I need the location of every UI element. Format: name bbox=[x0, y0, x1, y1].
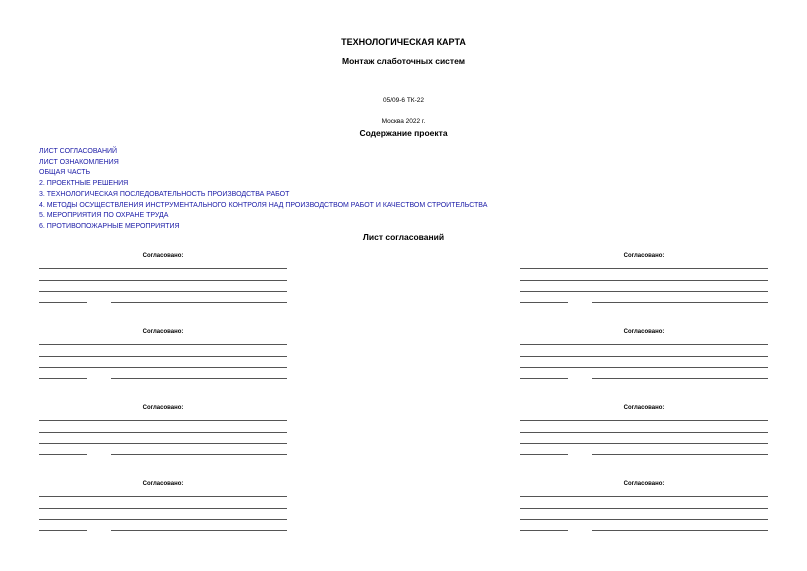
name-line bbox=[111, 302, 287, 303]
signature-line bbox=[520, 443, 768, 444]
toc-link-general-part[interactable]: ОБЩАЯ ЧАСТЬ bbox=[39, 169, 91, 177]
name-line bbox=[592, 302, 768, 303]
document-subtitle: Монтаж слаботочных систем bbox=[342, 56, 465, 66]
signature-line bbox=[39, 420, 287, 421]
date-line bbox=[520, 530, 568, 531]
approval-block bbox=[520, 253, 768, 313]
toc-link-familiarization-sheet[interactable]: ЛИСТ ОЗНАКОМЛЕНИЯ bbox=[39, 158, 119, 166]
approval-sheet-heading: Лист согласований bbox=[362, 232, 445, 242]
approval-label: Согласовано: bbox=[623, 405, 665, 411]
approval-label: Согласовано: bbox=[623, 329, 665, 335]
name-line bbox=[111, 378, 287, 379]
name-line bbox=[111, 454, 287, 455]
signature-line bbox=[39, 443, 287, 444]
signature-line bbox=[520, 432, 768, 433]
approval-label: Согласовано: bbox=[142, 253, 184, 259]
date-line bbox=[520, 378, 568, 379]
signature-line bbox=[520, 291, 768, 292]
date-line bbox=[39, 530, 87, 531]
date-line bbox=[520, 302, 568, 303]
date-line bbox=[39, 454, 87, 455]
signature-line bbox=[39, 344, 287, 345]
signature-line bbox=[39, 367, 287, 368]
signature-line bbox=[39, 268, 287, 269]
signature-line bbox=[39, 280, 287, 281]
approval-block bbox=[520, 405, 768, 465]
contents-heading: Содержание проекта bbox=[359, 128, 448, 138]
name-line bbox=[592, 530, 768, 531]
signature-line bbox=[520, 496, 768, 497]
document-city-year: Москва 2022 г. bbox=[381, 118, 426, 125]
signature-line bbox=[520, 356, 768, 357]
signature-line bbox=[39, 508, 287, 509]
signature-line bbox=[39, 432, 287, 433]
signature-line bbox=[39, 519, 287, 520]
name-line bbox=[111, 530, 287, 531]
table-of-contents bbox=[39, 147, 487, 233]
toc-link-approval-sheet[interactable]: ЛИСТ СОГЛАСОВАНИЙ bbox=[39, 148, 118, 155]
signature-line bbox=[520, 420, 768, 421]
document-title: ТЕХНОЛОГИЧЕСКАЯ КАРТА bbox=[341, 37, 466, 47]
approval-block bbox=[39, 253, 287, 313]
toc-link-design-solutions[interactable]: 2. ПРОЕКТНЫЕ РЕШЕНИЯ bbox=[39, 180, 129, 188]
signature-line bbox=[520, 367, 768, 368]
name-line bbox=[592, 378, 768, 379]
date-line bbox=[520, 454, 568, 455]
approval-label: Согласовано: bbox=[142, 405, 184, 411]
document-code: 05/09-6 ТК-22 bbox=[382, 97, 424, 104]
name-line bbox=[592, 454, 768, 455]
date-line bbox=[39, 302, 87, 303]
approval-block bbox=[39, 329, 287, 389]
toc-link-labor-safety[interactable]: 5. МЕРОПРИЯТИЯ ПО ОХРАНЕ ТРУДА bbox=[39, 212, 169, 220]
approval-label: Согласовано: bbox=[142, 329, 184, 335]
approval-label: Согласовано: bbox=[623, 481, 665, 487]
signature-line bbox=[520, 268, 768, 269]
signature-line bbox=[39, 496, 287, 497]
approval-label: Согласовано: bbox=[142, 481, 184, 487]
signature-line bbox=[520, 280, 768, 281]
approval-block bbox=[39, 481, 287, 541]
date-line bbox=[39, 378, 87, 379]
toc-link-quality-control[interactable]: 4. МЕТОДЫ ОСУЩЕСТВЛЕНИЯ ИНСТРУМЕНТАЛЬНОГО КОНТРОЛЯ НАД ПРОИЗВОДСТВОМ РАБОТ И КАЧЕСТВОМ СТРОИТЕЛЬСТВА bbox=[39, 201, 488, 209]
signature-line bbox=[520, 508, 768, 509]
approval-block bbox=[39, 405, 287, 465]
signature-line bbox=[39, 291, 287, 292]
signature-line bbox=[520, 344, 768, 345]
approval-label: Согласовано: bbox=[623, 253, 665, 259]
approval-block bbox=[520, 481, 768, 541]
toc-link-work-sequence[interactable]: 3. ТЕХНОЛОГИЧЕСКАЯ ПОСЛЕДОВАТЕЛЬНОСТЬ ПРОИЗВОДСТВА РАБОТ bbox=[39, 190, 290, 198]
signature-line bbox=[520, 519, 768, 520]
approval-block bbox=[520, 329, 768, 389]
toc-link-fire-safety[interactable]: 6. ПРОТИВОПОЖАРНЫЕ МЕРОПРИЯТИЯ bbox=[39, 222, 180, 230]
signature-line bbox=[39, 356, 287, 357]
